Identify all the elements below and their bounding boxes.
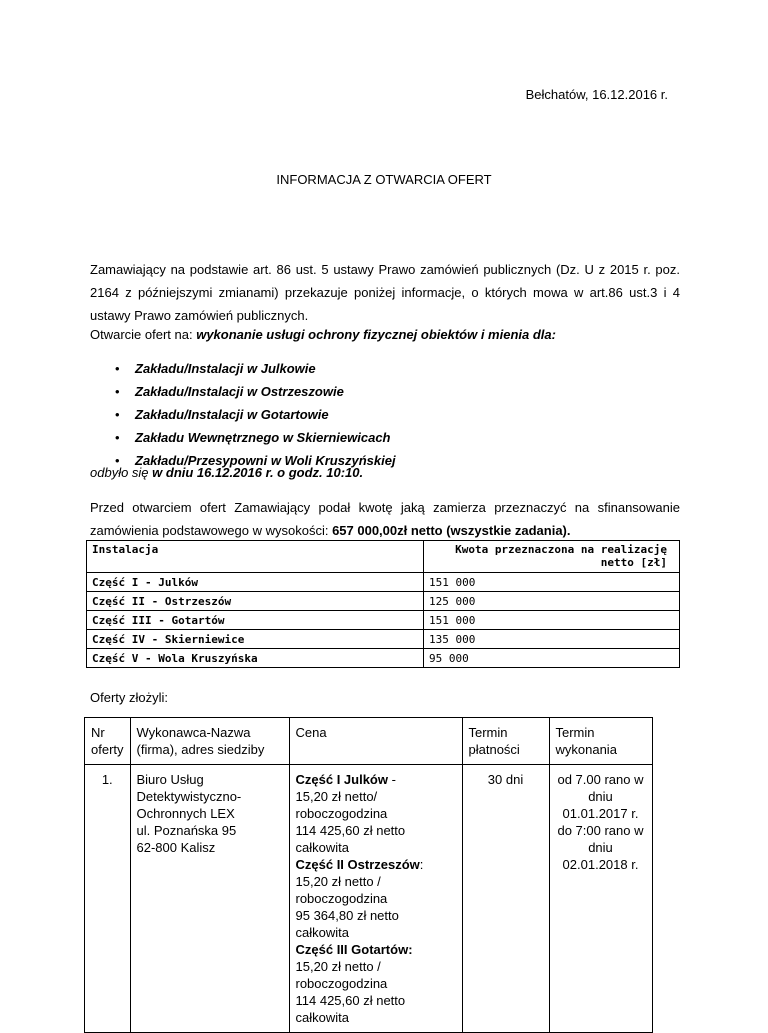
table-header-row xyxy=(85,718,653,765)
held-when: w dniu 16.12.2016 r. o godz. 10:10. xyxy=(152,465,364,480)
price-part-label: Część III Gotartów: xyxy=(295,942,413,957)
list-item: • Zakładu/Instalacji w Ostrzeszowie xyxy=(90,380,396,403)
opening-subject: wykonanie usługi ochrony fizycznej obiektów i mienia dla: xyxy=(196,327,556,342)
opening-line xyxy=(90,327,556,342)
price-line: 15,20 zł netto/ roboczogodzina xyxy=(295,789,388,821)
price-line: 15,20 zł netto / roboczogodzina xyxy=(295,959,388,991)
budget-text: Przed otwarciem ofert Zamawiający podał kwotę jaką zamierza przeznaczyć na sfinansowanie zamówienia podstawowego w wysokości: xyxy=(90,500,680,538)
document-date: Bełchatów, 16.12.2016 r. xyxy=(525,87,668,102)
table-cell: 125 000 xyxy=(424,592,680,611)
price-part-heading xyxy=(296,941,456,958)
budget-paragraph xyxy=(90,496,680,542)
offer-execution-term xyxy=(549,765,652,1033)
price-part-label: Część II Ostrzeszów xyxy=(295,857,420,872)
offer-price xyxy=(289,765,462,1033)
table-row xyxy=(87,611,680,630)
execution-line: dniu 01.01.2017 r. xyxy=(562,789,639,821)
contractor-line: Detektywistyczno- xyxy=(136,789,242,804)
price-part-label: Część I Julków xyxy=(295,772,388,787)
list-item: • Zakładu/Instalacji w Gotartowie xyxy=(90,403,396,426)
opening-prefix: Otwarcie ofert na: xyxy=(90,327,197,342)
offers-table xyxy=(84,717,653,1033)
table-row xyxy=(87,649,680,668)
offer-payment-term: 30 dni xyxy=(462,765,549,1033)
budget-amount: 657 000,00zł netto (wszystkie zadania). xyxy=(332,523,571,538)
contractor-line: Ochronnych LEX xyxy=(136,806,235,821)
table-header-cell: Termin wykonania xyxy=(549,718,652,765)
table-cell: Część IV - Skierniewice xyxy=(87,630,424,649)
table-cell: Część II - Ostrzeszów xyxy=(87,592,424,611)
table-cell: Część V - Wola Kruszyńska xyxy=(87,649,424,668)
list-item: • Zakładu Wewnętrznego w Skierniewicach xyxy=(90,426,396,449)
price-part-suffix: : xyxy=(419,857,424,872)
price-line: 114 425,60 zł netto całkowita xyxy=(295,993,406,1025)
price-part-heading xyxy=(296,856,456,873)
intro-paragraph: Zamawiający na podstawie art. 86 ust. 5 ustawy Prawo zamówień publicznych (Dz. U z 2015 r. poz. 2164 z późniejszymi zmianami) przekazuje poniżej informacje, o których mowa w art.86 ust.3 i 4 ustawy Prawo zamówień publicznych. xyxy=(90,262,680,323)
table-header-row xyxy=(87,541,680,573)
table-header-cell: Instalacja xyxy=(87,541,424,573)
list-item: • Zakładu/Instalacji w Julkowie xyxy=(90,357,396,380)
table-header-cell: Termin płatności xyxy=(462,718,549,765)
table-header-cell: Kwota przeznaczona na realizację netto [zł] xyxy=(424,541,680,573)
table-row xyxy=(87,592,680,611)
price-part-heading xyxy=(296,771,456,788)
price-line: 114 425,60 zł netto całkowita xyxy=(295,823,406,855)
held-prefix: odbyło się xyxy=(90,465,153,480)
table-header-cell: Cena xyxy=(289,718,462,765)
contractor-line: 62-800 Kalisz xyxy=(136,840,216,855)
table-row xyxy=(85,765,653,1033)
table-header-cell: Nr oferty xyxy=(85,718,131,765)
price-part-suffix: - xyxy=(387,772,396,787)
table-row xyxy=(87,630,680,649)
list-item: • Zakładu/Przesypowni w Woli Kruszyńskiej xyxy=(90,449,396,472)
table-row xyxy=(87,573,680,592)
offers-label: Oferty złożyli: xyxy=(90,690,169,705)
table-header-cell: Wykonawca-Nazwa (firma), adres siedziby xyxy=(130,718,289,765)
contractor-line: Biuro Usług xyxy=(136,772,204,787)
budget-table xyxy=(86,540,680,668)
price-line: 95 364,80 zł netto całkowita xyxy=(295,908,399,940)
offer-number: 1. xyxy=(85,765,131,1033)
contractor-line: ul. Poznańska 95 xyxy=(136,823,237,838)
execution-line: do 7:00 rano w xyxy=(557,823,644,838)
locations-list xyxy=(90,357,396,472)
table-cell: 151 000 xyxy=(424,573,680,592)
offer-contractor xyxy=(130,765,289,1033)
held-line xyxy=(90,465,363,480)
table-cell: 135 000 xyxy=(424,630,680,649)
document-title: INFORMACJA Z OTWARCIA OFERT xyxy=(276,172,492,187)
table-cell: Część I - Julków xyxy=(87,573,424,592)
table-cell: Część III - Gotartów xyxy=(87,611,424,630)
price-line: 15,20 zł netto / roboczogodzina xyxy=(295,874,388,906)
execution-line: dniu 02.01.2018 r. xyxy=(562,840,639,872)
table-cell: 95 000 xyxy=(424,649,680,668)
execution-line: od 7.00 rano w xyxy=(557,772,644,787)
table-cell: 151 000 xyxy=(424,611,680,630)
